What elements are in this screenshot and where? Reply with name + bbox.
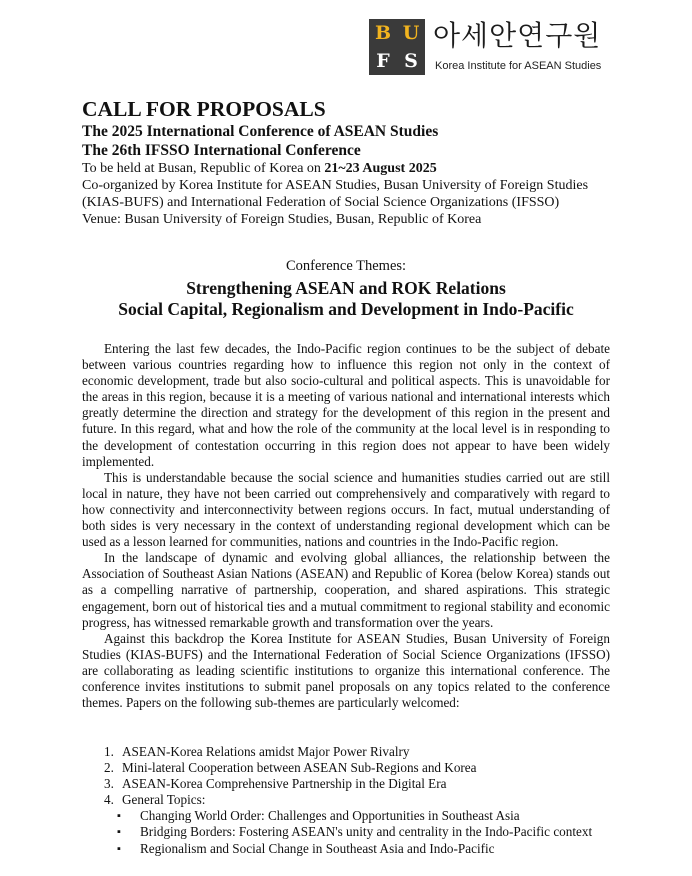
coorganizers-line-1: Co-organized by Korea Institute for ASEAN Studies, Busan University of Foreign Studies	[82, 178, 589, 193]
themes-label: Conference Themes:	[285, 258, 407, 274]
subthemes-list	[82, 744, 610, 857]
venue-line: Venue: Busan University of Foreign Studies, Busan, Republic of Korea	[82, 212, 482, 227]
paragraph: This is understandable because the social science and humanities studies carried out are still local in nature, they have not been carried out comprehensively and comparatively with regard to how connectivity and interconnectivity between regions occurs. In fact, mutual understanding of both sides is very necessary in the context of understanding regional development which can be used as a lesson learned for communities, nations and countries in the Indo-Pacific region.	[82, 469, 610, 550]
square-bullet-icon: ▪	[117, 810, 121, 823]
square-bullet-icon: ▪	[117, 826, 121, 839]
document-title: CALL FOR PROPOSALS	[82, 97, 326, 121]
list-number: 4.	[104, 792, 114, 808]
conference-name-2: The 26th IFSSO International Conference	[82, 142, 361, 159]
held-at-line	[82, 160, 642, 178]
logo-english-name: Korea Institute for ASEAN Studies	[435, 60, 602, 72]
list-item	[82, 760, 610, 776]
list-item-text: General Topics:	[122, 792, 206, 808]
logo-letter-f: F	[376, 50, 390, 72]
general-topic-text: Changing World Order: Challenges and Opportunities in Southeast Asia	[140, 808, 520, 824]
list-number: 2.	[104, 760, 114, 776]
list-item	[82, 776, 610, 792]
general-topic-item	[82, 841, 610, 857]
list-item-text: ASEAN-Korea Relations amidst Major Power Rivalry	[122, 744, 410, 759]
logo-letter-b: B	[374, 22, 392, 44]
theme-title-1: Strengthening ASEAN and ROK Relations	[186, 278, 506, 298]
conference-name-1: The 2025 International Conference of ASEAN Studies	[82, 123, 439, 140]
logo-letter-s: S	[404, 50, 418, 72]
theme-title-2: Social Capital, Regionalism and Development in Indo-Pacific	[118, 299, 574, 319]
general-topic-item	[82, 808, 610, 824]
paragraph: In the landscape of dynamic and evolving global alliances, the relationship between the Association of Southeast Asian Nations (ASEAN) and Republic of Korea (below Korea) stands out as a compelling narrative of partnership, cooperation, and shared aspirations. This strategic engagement, born out of historical ties and a mutual commitment to regional stability and economic progress, has witnessed remarkable growth and transformation over the years.	[82, 550, 610, 630]
general-topic-text: Regionalism and Social Change in Southeast Asia and Indo-Pacific	[140, 840, 495, 856]
logo-letter-u: U	[402, 22, 420, 44]
paragraph: Against this backdrop the Korea Institute for ASEAN Studies, Busan University of Foreign Studies (KIAS-BUFS) and the International Federation of Social Science Organizations (IFSSO) are collaborating as leading scientific institutions to organize this international conference. The conference invites institutions to submit panel proposals on any topics related to the conference themes. Papers on the following sub-themes are particularly welcomed:	[82, 630, 610, 711]
kias-logo	[369, 19, 609, 75]
list-item-text: ASEAN-Korea Comprehensive Partnership in the Digital Era	[122, 776, 447, 792]
list-item	[82, 744, 610, 760]
list-number: 3.	[104, 776, 114, 792]
square-bullet-icon: ▪	[117, 842, 121, 855]
body-text	[82, 341, 610, 711]
conference-date: 21~23 August 2025	[324, 161, 437, 176]
logo-korean-name: 아세안연구원	[433, 19, 602, 52]
list-number: 1.	[104, 744, 114, 759]
list-item	[82, 792, 610, 808]
list-item-text: Mini-lateral Cooperation between ASEAN Sub-Regions and Korea	[122, 760, 477, 776]
general-topic-item	[82, 824, 610, 840]
general-topic-text: Bridging Borders: Fostering ASEAN's unity and centrality in the Indo-Pacific context	[140, 824, 593, 840]
held-at-prefix: To be held at Busan, Republic of Korea on	[82, 161, 325, 176]
coorganizers-line-2: (KIAS-BUFS) and International Federation of Social Science Organizations (IFSSO)	[82, 195, 560, 210]
bufs-logo-mark	[369, 19, 425, 75]
paragraph: Entering the last few decades, the Indo-Pacific region continues to be the subject of debate between various countries regarding how to influence this region not only in the context of economic development, trade but also socio-cultural and political aspects. This is unavoidable for the areas in this region, because it is a meeting of various national and international interests which greatly determine the direction and strategy for the development of this region in the present and future. In this regard, what and how the role of the community at the local level is in responding to the development of contestation occurring in this region does not appear to have been widely implemented.	[82, 341, 610, 469]
